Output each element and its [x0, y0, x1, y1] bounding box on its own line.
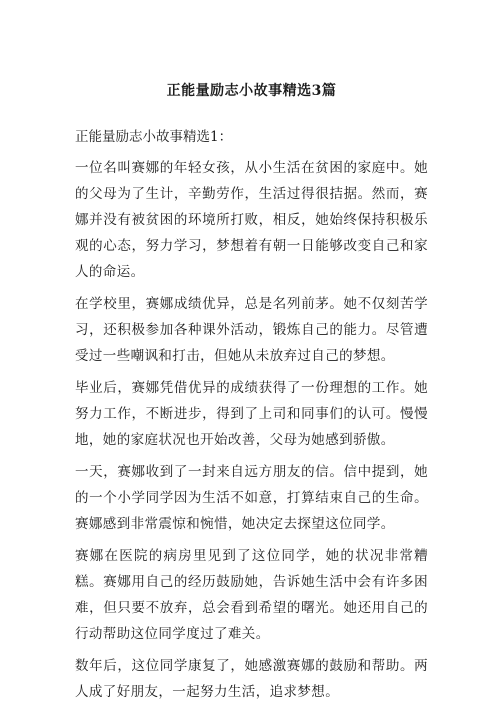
paragraph-1: 一位名叫赛娜的年轻女孩，从小生活在贫困的家庭中。她的父母为了生计，辛勤劳作，生活过得很拮据。然而，赛娜并没有被贫困的环境所打败，相反，她始终保持积极乐观的心态，努力学习，梦想着有朝一日能够改变自己和家人的命运。	[75, 160, 428, 280]
paragraph-4: 一天，赛娜收到了一封来自远方朋友的信。信中提到，她的一个小学同学因为生活不如意，打算结束自己的生命。赛娜感到非常震惊和惋惜，她决定去探望这位同学。	[75, 464, 428, 532]
paragraph-5: 赛娜在医院的病房里见到了这位同学，她的状况非常糟糕。赛娜用自己的经历鼓励她，告诉她生活中会有许多困难，但只要不放弃，总会看到希望的曙光。她还用自己的行动帮助这位同学度过了难关。	[75, 548, 428, 642]
paragraph-6: 数年后，这位同学康复了，她感激赛娜的鼓励和帮助。两人成了好朋友，一起努力生活，追求梦想。	[75, 658, 428, 700]
paragraph-2: 在学校里，赛娜成绩优异，总是名列前茅。她不仅刻苦学习，还积极参加各种课外活动，锻炼自己的能力。尽管遭受过一些嘲讽和打击，但她从未放弃过自己的梦想。	[75, 296, 428, 364]
story-subheading: 正能量励志小故事精选1：	[75, 129, 233, 145]
paragraph-3: 毕业后，赛娜凭借优异的成绩获得了一份理想的工作。她努力工作，不断进步，得到了上司和同事们的认可。慢慢地，她的家庭状况也开始改善，父母为她感到骄傲。	[75, 380, 428, 448]
document-title: 正能量励志小故事精选3篇	[166, 83, 337, 99]
